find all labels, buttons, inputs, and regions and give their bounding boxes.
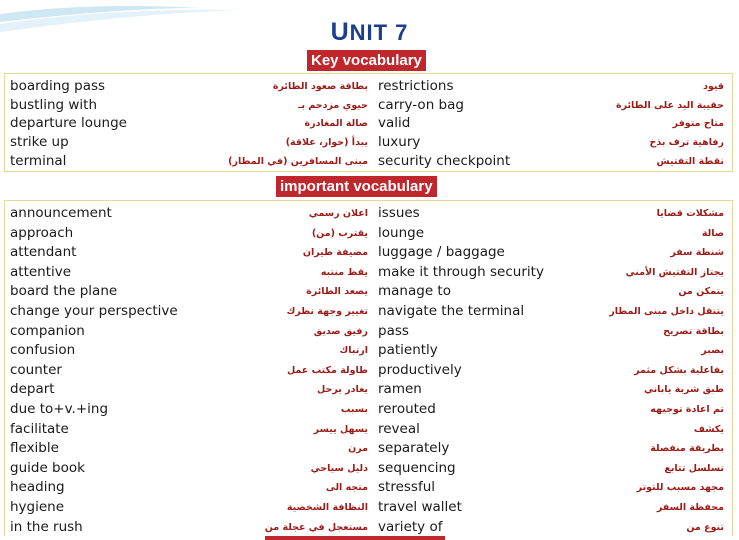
vocab-translation: محفظة السفر (656, 502, 724, 513)
vocab-word: in the rush (10, 518, 83, 535)
vocab-word: bustling with (10, 96, 98, 113)
vocab-translation: يسهل ييسر (313, 423, 368, 435)
vocab-word: attentive (10, 263, 72, 280)
vocab-word: navigate the terminal (378, 303, 525, 319)
vocab-word: boarding pass (10, 78, 106, 94)
vocab-word: reveal (378, 420, 420, 437)
table-row (5, 478, 732, 498)
table-row (5, 263, 732, 283)
table-row (5, 400, 732, 420)
important-vocabulary-table (4, 200, 733, 536)
vocab-word: rerouted (378, 401, 436, 417)
table-row (5, 498, 732, 518)
vocab-translation: بسبب (340, 404, 368, 415)
table-row (5, 77, 732, 97)
vocab-translation: تم اعادة توجيهه (650, 404, 724, 415)
vocab-word: valid (378, 115, 411, 131)
vocab-word: approach (10, 224, 74, 241)
vocab-translation: صالة (701, 227, 724, 239)
vocab-word: issues (378, 205, 420, 221)
vocab-translation: مرن (348, 443, 368, 455)
vocab-word: confusion (10, 342, 76, 359)
vocab-word: sequencing (378, 459, 456, 476)
vocab-translation: مبنى المسافرين (في المطار) (228, 156, 368, 167)
vocab-word: guide book (10, 459, 85, 476)
table-row (5, 420, 732, 440)
table-row (5, 439, 732, 459)
table-row (5, 380, 732, 400)
vocab-word: board the plane (10, 283, 118, 300)
table-row (5, 224, 732, 244)
vocab-word: attendant (10, 244, 77, 261)
vocab-translation: حقيبة اليد على الطائرة (615, 99, 724, 111)
table-row (5, 243, 732, 263)
vocab-translation: تنوع من (686, 521, 724, 533)
vocab-word: stressful (378, 479, 436, 496)
vocab-word: due to+v.+ing (10, 401, 109, 417)
vocab-word: counter (10, 361, 62, 378)
vocab-translation: نقطة التفتيش (656, 156, 724, 167)
vocab-translation: يغادر يرحل (317, 384, 368, 396)
table-row (5, 518, 732, 538)
decorative-divider (265, 536, 445, 540)
vocab-word: travel wallet (378, 499, 462, 515)
vocab-translation: مجهد مسبب للتوتر (636, 482, 724, 494)
vocab-translation: يتنقل داخل مبنى المطار (609, 306, 724, 317)
vocab-translation: النظافة الشخصية (286, 502, 368, 513)
table-row (5, 341, 732, 361)
vocab-word: facilitate (10, 420, 69, 437)
table-row (5, 361, 732, 381)
vocab-translation: بطريقة منفصلة (650, 443, 724, 455)
key-vocabulary-heading: Key vocabulary (307, 50, 426, 71)
vocab-word: pass (378, 322, 409, 339)
vocab-word: hygiene (10, 499, 65, 515)
vocab-translation: يكشف (693, 423, 724, 435)
vocab-translation: بفاعلية بشكل مثمر (634, 364, 724, 376)
vocab-word: change your perspective (10, 303, 178, 319)
vocab-translation: يصعد الطائرة (306, 286, 368, 298)
vocab-word: security checkpoint (378, 153, 511, 169)
page-title: UNIT 7 (330, 18, 409, 46)
table-row (5, 282, 732, 302)
vocab-word: strike up (10, 134, 69, 150)
vocab-translation: قيود (703, 81, 724, 92)
vocab-translation: متجه الى (325, 482, 368, 494)
vocab-word: productively (378, 361, 462, 378)
vocab-word: make it through security (378, 263, 544, 280)
vocab-translation: رفيق صديق (313, 325, 368, 337)
vocab-translation: اعلان رسمي (308, 208, 368, 219)
table-row (5, 459, 732, 479)
vocab-translation: ارتباك (339, 345, 368, 357)
vocab-word: patiently (378, 342, 438, 359)
vocab-translation: تسلسل تتابع (664, 462, 724, 474)
vocab-translation: بطاقة تصريح (663, 325, 724, 337)
vocab-translation: طاولة مكتب عمل (286, 364, 368, 376)
vocab-translation: مشكلات قضايا (656, 208, 724, 219)
vocab-translation: مستعجل في عجلة من (264, 521, 368, 533)
vocab-translation: صالة المغادرة (304, 118, 368, 129)
table-row (5, 152, 732, 172)
vocab-translation: دليل سياحي (310, 462, 368, 474)
vocab-translation: مضيفة طيران (302, 247, 368, 259)
table-row (5, 133, 732, 153)
vocab-word: heading (10, 479, 65, 496)
vocab-translation: بطاقة صعود الطائرة (272, 81, 368, 92)
key-vocabulary-table (4, 73, 733, 172)
vocab-word: terminal (10, 153, 67, 169)
vocab-word: flexible (10, 440, 59, 457)
table-row (5, 302, 732, 322)
table-row (5, 322, 732, 342)
vocab-word: luxury (378, 134, 421, 150)
vocab-word: companion (10, 322, 85, 339)
table-row (5, 114, 732, 134)
vocab-translation: متاح متوفر (672, 118, 724, 129)
vocab-translation: بصبر (701, 345, 724, 357)
vocab-translation: شنطة سفر (670, 247, 724, 259)
vocab-word: departure lounge (10, 115, 127, 131)
vocab-word: depart (10, 381, 55, 398)
important-vocabulary-heading: important vocabulary (276, 176, 437, 197)
vocab-word: variety of (378, 518, 443, 535)
vocab-translation: يتمكن من (678, 286, 724, 298)
table-row (5, 204, 732, 224)
vocab-word: luggage / baggage (378, 244, 505, 261)
vocab-word: restrictions (378, 78, 454, 94)
vocab-word: separately (378, 440, 450, 457)
vocab-word: carry-on bag (378, 96, 464, 113)
vocab-translation: طبق شربة ياباني (643, 384, 724, 396)
vocab-translation: يقظ منتبه (320, 266, 368, 278)
vocab-translation: حيوي مزدحم بـ (298, 99, 368, 111)
vocab-translation: يبدأ (حوار، علاقة) (285, 137, 368, 148)
vocab-word: lounge (378, 224, 424, 241)
vocab-word: manage to (378, 283, 451, 300)
vocab-translation: تغيير وجهة نظرك (286, 306, 368, 317)
table-row (5, 96, 732, 116)
vocab-translation: رفاهية ترف بذخ (649, 137, 724, 148)
vocab-word: ramen (378, 381, 422, 398)
vocab-translation: يقترب (من) (311, 227, 368, 239)
vocab-translation: يجتاز التفتيش الأمني (625, 266, 724, 278)
vocab-word: announcement (10, 205, 112, 221)
